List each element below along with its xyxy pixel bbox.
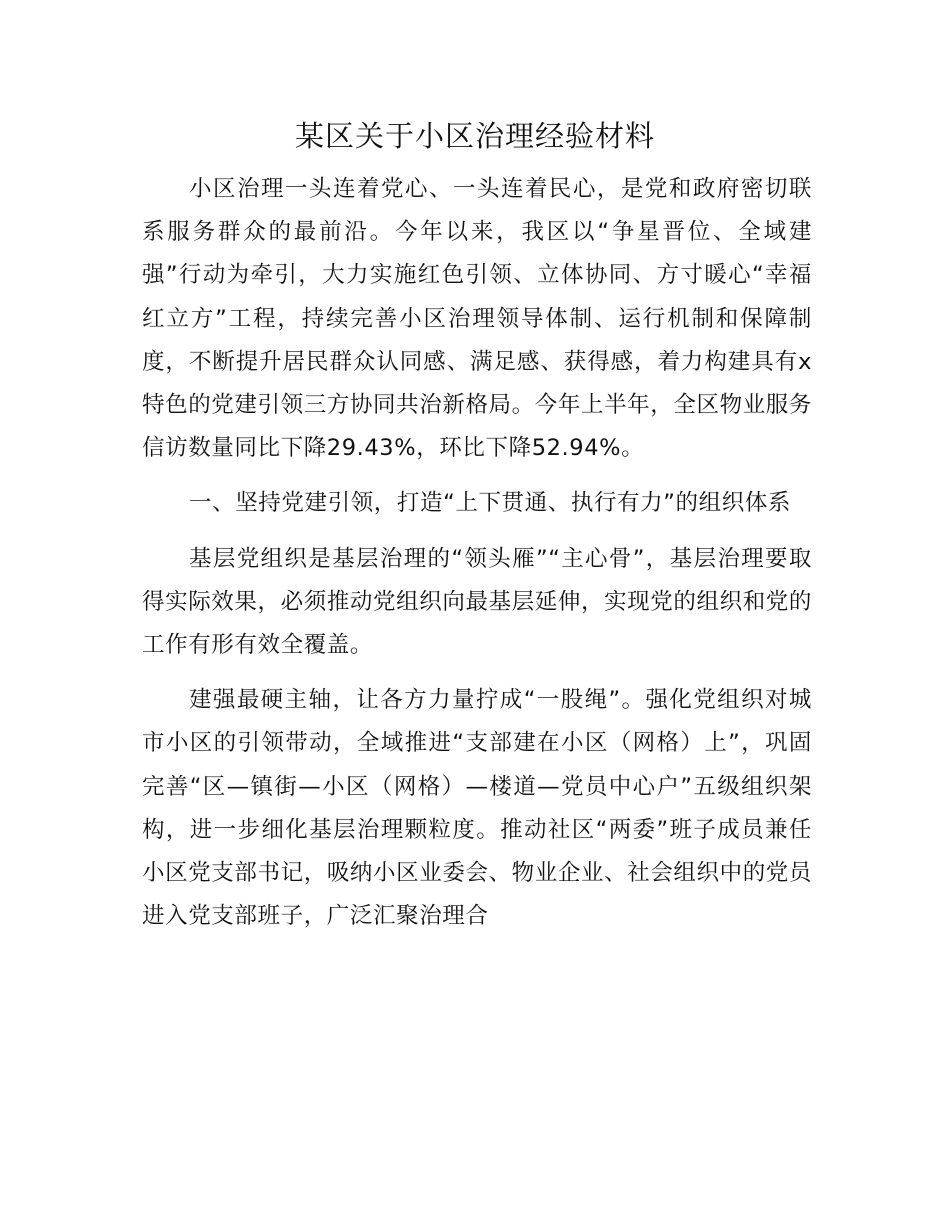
section-heading-1: 一、坚持党建引领，打造“上下贯通、执行有力”的组织体系 — [189, 490, 792, 517]
document-title: 某区关于小区治理经验材料 — [294, 119, 655, 153]
paragraph-intro: 小区治理一头连着党心、一头连着民心，是党和政府密切联系服务群众的最前沿。今年以来，我区以“争星晋位、全域建强”行动为牵引，大力实施红色引领、立体协同、方寸暖心“幸福红立方”工程，持续完善小区治理领导体制、运行机制和保障制度，不断提升居民群众认同感、满足感、获得感，着力构建具有x特色的党建引领三方协同共治新格局。今年上半年，全区物业服务信访数量同比下降29.43%，环比下降52.94%。 — [142, 176, 812, 462]
document-body — [142, 168, 812, 950]
paragraph-party-organization: 基层党组织是基层治理的“领头雁”“主心骨”，基层治理要取得实际效果，必须推动党组织向最基层延伸，实现党的组织和党的工作有形有效全覆盖。 — [142, 545, 812, 659]
paragraph-main-axis: 建强最硬主轴，让各方力量拧成“一股绳”。强化党组织对城市小区的引领带动，全域推进“支部建在小区（网格）上”，巩固完善“区—镇街—小区（网格）—楼道—党员中心户”五级组织架构，进一步细化基层治理颗粒度。推动社区“两委”班子成员兼任小区党支部书记，吸纳小区业委会、物业企业、社会组织中的党员进入党支部班子，广泛汇聚治理合 — [142, 687, 812, 930]
